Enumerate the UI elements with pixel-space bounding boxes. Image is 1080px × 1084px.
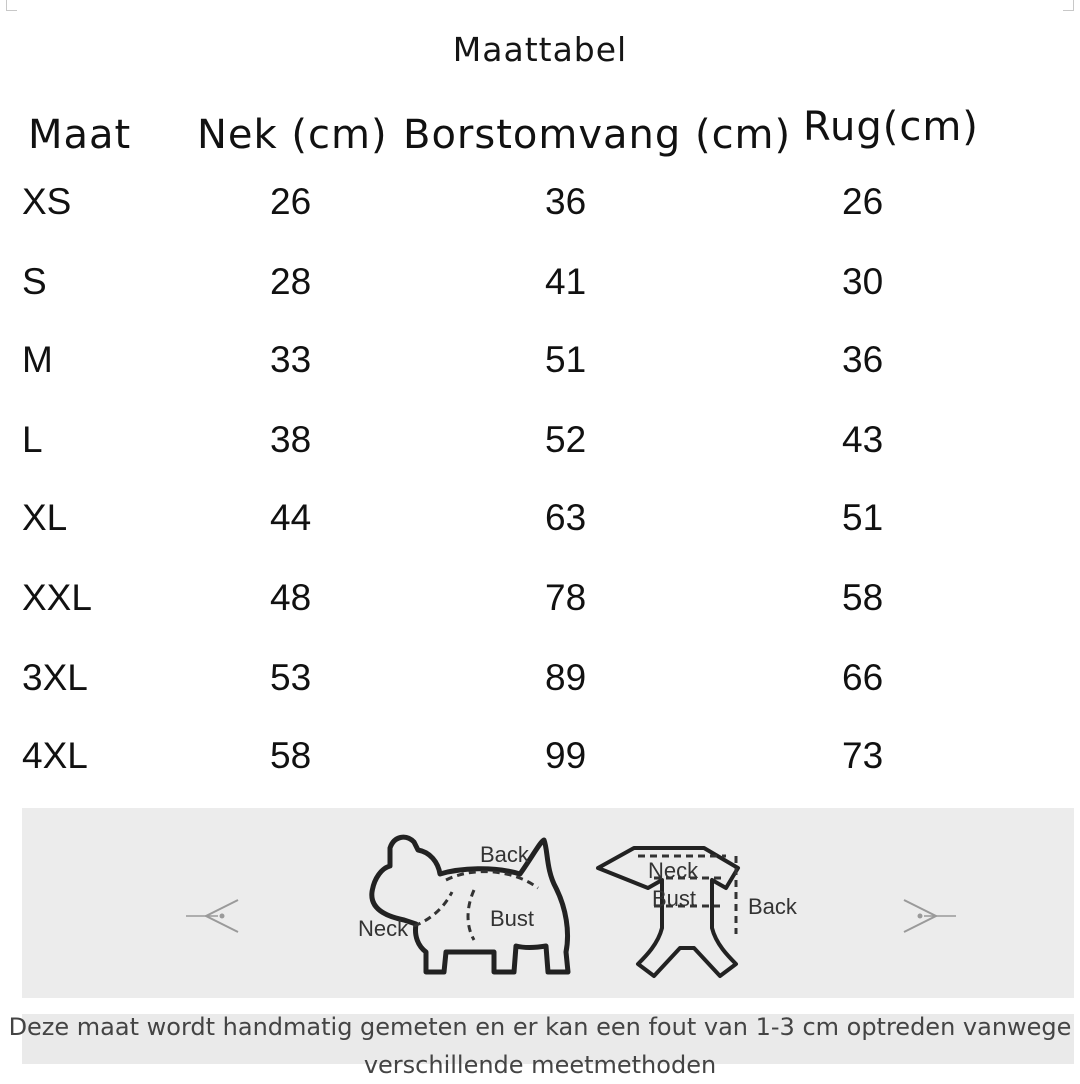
back-cell: 51 <box>842 497 884 538</box>
arrow-left-icon <box>182 896 242 936</box>
suit-neck-label: Neck <box>648 858 699 883</box>
size-cell: XXL <box>22 577 92 618</box>
dog-measurement-icon <box>334 828 594 978</box>
frame-corner-right <box>1063 0 1074 11</box>
header-rug: Rug(cm) <box>803 104 979 150</box>
back-cell: 26 <box>842 181 884 222</box>
neck-cell: 44 <box>270 497 312 538</box>
chest-cell: 51 <box>545 339 587 380</box>
table-row <box>0 577 1080 637</box>
neck-cell: 28 <box>270 261 312 302</box>
chest-cell: 78 <box>545 577 587 618</box>
neck-cell: 58 <box>270 735 312 776</box>
dog-bust-label: Bust <box>490 906 535 931</box>
table-row <box>0 261 1080 321</box>
neck-cell: 38 <box>270 419 312 460</box>
chest-cell: 99 <box>545 735 587 776</box>
chest-cell: 89 <box>545 657 587 698</box>
table-row <box>0 735 1080 795</box>
page-title: Maattabel <box>452 30 628 69</box>
size-cell: M <box>22 339 53 380</box>
neck-cell: 26 <box>270 181 312 222</box>
back-cell: 30 <box>842 261 884 302</box>
back-cell: 43 <box>842 419 884 460</box>
neck-cell: 48 <box>270 577 312 618</box>
frame-corner-left <box>6 0 17 11</box>
suit-measurement-icon <box>594 844 834 984</box>
suit-bust-label: Bust <box>652 886 697 911</box>
chest-cell: 52 <box>545 419 587 460</box>
suit-back-label: Back <box>748 894 797 919</box>
back-cell: 73 <box>842 735 884 776</box>
size-cell: XS <box>22 181 72 222</box>
dog-back-label: Back <box>480 842 529 867</box>
table-row <box>0 339 1080 399</box>
table-row <box>0 181 1080 241</box>
size-cell: XL <box>22 497 68 538</box>
arrow-right-icon <box>900 896 960 936</box>
size-cell: 3XL <box>22 657 88 698</box>
measurement-diagram-panel <box>22 808 1074 998</box>
measurement-note: Deze maat wordt handmatig gemeten en er kan een fout van 1-3 cm optreden vanwege verschillende meetmethoden <box>8 1013 1072 1079</box>
back-cell: 66 <box>842 657 884 698</box>
dog-neck-label: Neck <box>358 916 409 941</box>
header-nek: Nek (cm) <box>197 112 388 158</box>
table-row <box>0 497 1080 557</box>
neck-cell: 53 <box>270 657 312 698</box>
back-cell: 36 <box>842 339 884 380</box>
size-cell: 4XL <box>22 735 88 776</box>
chest-cell: 41 <box>545 261 587 302</box>
header-maat: Maat <box>28 112 132 158</box>
chest-cell: 36 <box>545 181 587 222</box>
table-row <box>0 419 1080 479</box>
size-cell: L <box>22 419 43 460</box>
back-cell: 58 <box>842 577 884 618</box>
table-row <box>0 657 1080 717</box>
chest-cell: 63 <box>545 497 587 538</box>
size-cell: S <box>22 261 47 302</box>
neck-cell: 33 <box>270 339 312 380</box>
header-borstomvang: Borstomvang (cm) <box>403 112 792 158</box>
